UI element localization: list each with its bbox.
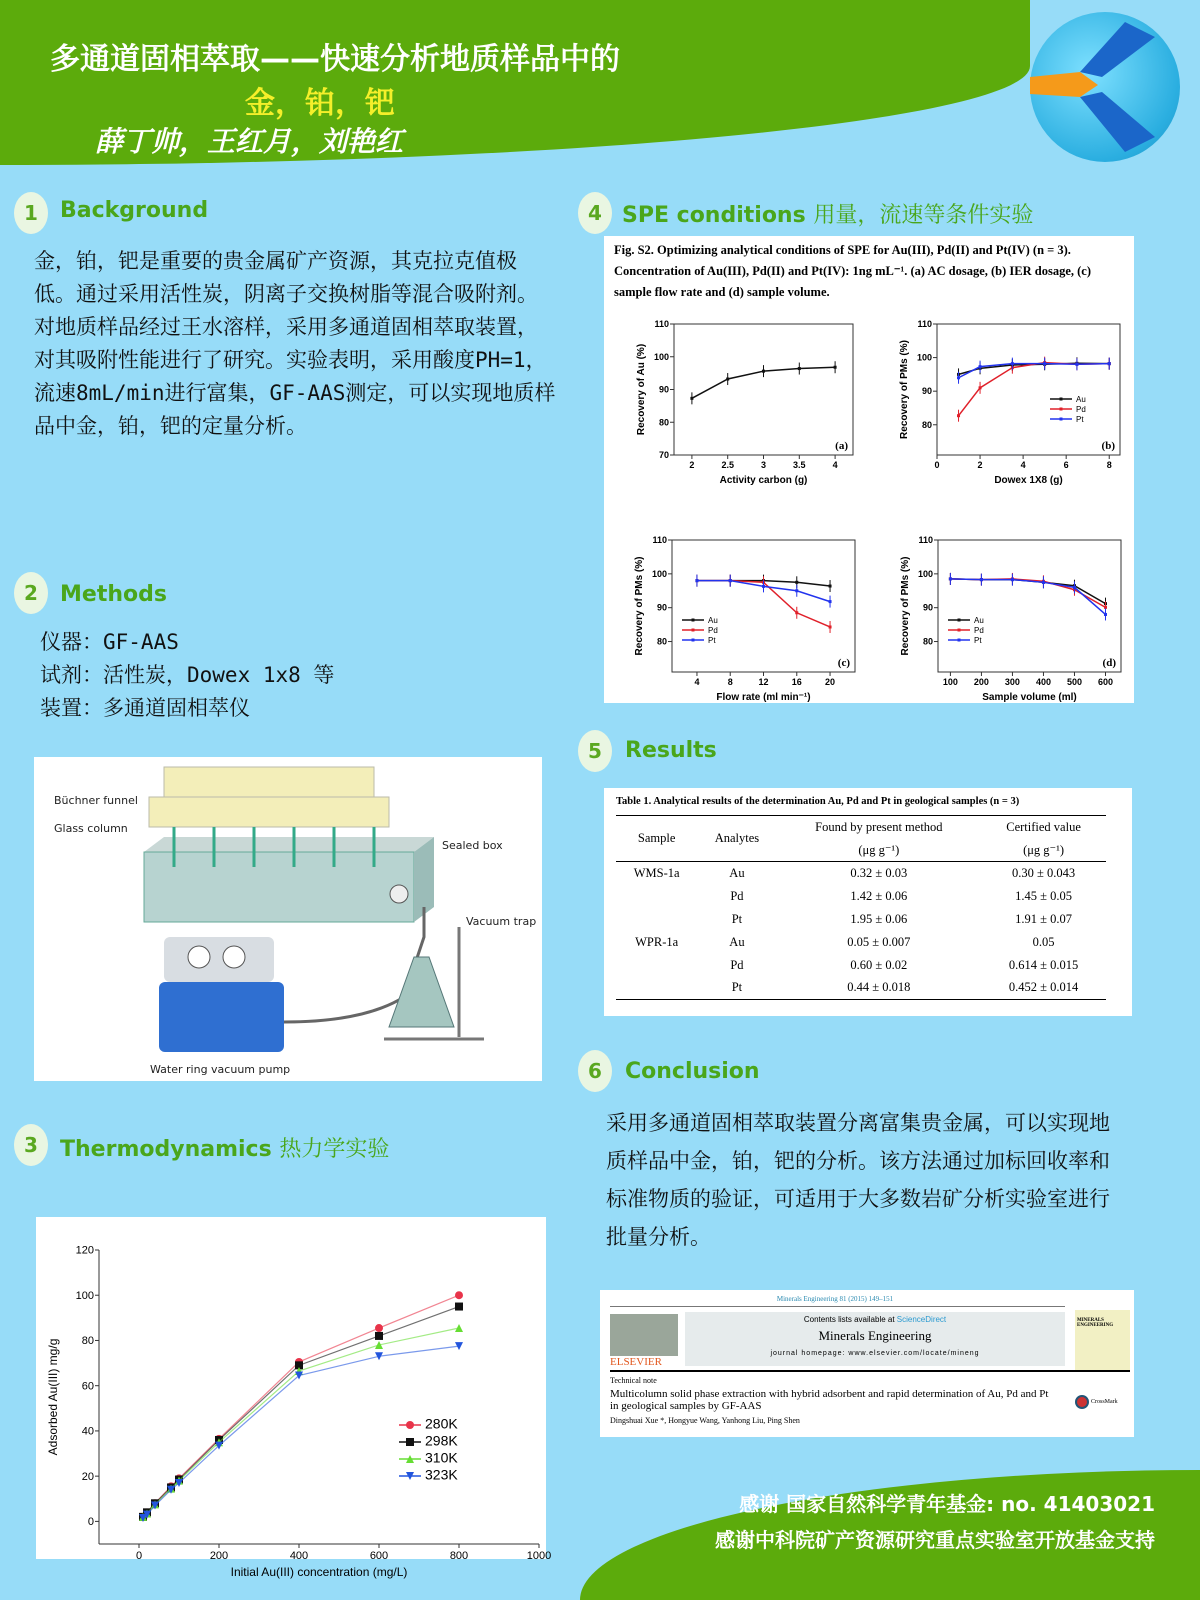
- section-title-conclusion: Conclusion: [625, 1059, 760, 1084]
- section-title-thermodynamics: [60, 1132, 389, 1163]
- label-buchner-funnel: Büchner funnel: [54, 794, 138, 807]
- data-point: [726, 378, 729, 381]
- x-tick-label: 2.5: [721, 460, 734, 470]
- table-cell: 0.614 ± 0.015: [1008, 957, 1079, 972]
- data-point: [762, 370, 765, 373]
- legend-label: Pd: [708, 626, 718, 635]
- legend-label: Pd: [974, 626, 984, 635]
- x-tick-label: 200: [973, 677, 989, 687]
- col-found: Found by present method: [815, 819, 943, 834]
- data-point: [829, 585, 832, 588]
- section-title-spe: [622, 198, 1033, 229]
- label-glass-column: Glass column: [54, 822, 128, 835]
- x-axis-label: Activity carbon (g): [719, 475, 808, 486]
- x-tick-label: 6: [1063, 460, 1069, 470]
- table-cell: [616, 908, 697, 931]
- data-point: [979, 365, 982, 368]
- y-tick-label: 110: [652, 535, 667, 545]
- data-point: [1075, 363, 1078, 366]
- x-tick-label: 8: [1106, 460, 1112, 470]
- data-point: [695, 579, 698, 582]
- table-cell: [616, 977, 697, 1000]
- paper-header: [600, 1290, 1134, 1437]
- y-axis-label: Recovery of Au (%): [636, 343, 647, 436]
- x-axis-label: Initial Au(III) concentration (mg/L): [230, 1565, 408, 1579]
- poster-title-elements: 金，铂，钯: [245, 86, 395, 121]
- data-point: [1108, 362, 1111, 365]
- x-tick-label: 4: [832, 460, 838, 470]
- background-text: 金，铂，钯是重要的贵金属矿产资源，其克拉克值极低。通过采用活性炭，阴离子交换树脂等混合吸附剂。对地质样品经过王水溶样，采用多通道固相萃取装置，对其吸附性能进行了研究。实验表明，采用酸度PH=1，流速8mL/min进行富集，GF-AAS测定，可以实现地质样品中金，铂，钯的定量分析。: [34, 249, 556, 438]
- y-tick-label: 0: [87, 1516, 94, 1529]
- x-tick-label: 16: [791, 677, 802, 687]
- data-point: [1060, 418, 1063, 421]
- y-tick-label: 70: [658, 450, 669, 460]
- data-point: [829, 600, 832, 603]
- table-cell: Au: [729, 865, 745, 880]
- section-number-badge: 4: [578, 192, 612, 234]
- y-tick-label: 110: [654, 319, 669, 329]
- y-tick-label: 20: [81, 1470, 94, 1483]
- article-authors: Dingshuai Xue *, Hongyue Wang, Yanhong Liu, Ping Shen: [610, 1416, 800, 1425]
- data-point: [980, 578, 983, 581]
- article-type: Technical note: [610, 1376, 657, 1385]
- y-tick-label: 100: [916, 352, 932, 363]
- contents-text: Contents lists available at: [803, 1315, 895, 1324]
- journal-cover: MINERALS ENGINEERING: [1075, 1310, 1130, 1370]
- logo-arrow-icon: [1030, 12, 1180, 162]
- methods-reagents: 试剂：活性炭，Dowex 1x8 等: [40, 663, 335, 687]
- journal-homepage[interactable]: journal homepage: www.elsevier.com/locate/mineng: [770, 1350, 980, 1357]
- methods-instrument: 仪器：GF-AAS: [40, 630, 179, 654]
- table-cell: Au: [729, 934, 745, 949]
- legend-label: Au: [974, 616, 984, 625]
- results-table-panel: [604, 788, 1132, 1016]
- series-line: [950, 579, 1105, 604]
- elsevier-wordmark: ELSEVIER: [610, 1356, 662, 1368]
- data-point: [1073, 586, 1076, 589]
- label-vacuum-trap: Vacuum trap: [466, 915, 537, 928]
- legend-label: Au: [708, 616, 718, 625]
- section-number-badge: 6: [578, 1050, 612, 1092]
- table-cell: 0.60 ± 0.02: [850, 957, 908, 972]
- x-tick-label: 400: [1035, 677, 1051, 687]
- unit-found: (μg g⁻¹): [858, 842, 900, 857]
- table-cell: Pd: [730, 957, 744, 972]
- x-tick-label: 3: [760, 460, 767, 470]
- series-line: [143, 1295, 459, 1517]
- series-line: [950, 579, 1105, 607]
- spe-figure-caption: Fig. S2. Optimizing analytical conditions of SPE for Au(III), Pd(II) and Pt(IV) (n = 3). Concentration of Au(III), Pd(II) and Pt(IV): 1ng mL⁻¹. (a) AC dosage, (b) IER dosage, (c) sample flow rate and (d) sample volume.: [614, 243, 1092, 299]
- table-cell: Pt: [731, 980, 743, 995]
- thermo-title-en: Thermodynamics: [60, 1137, 272, 1162]
- data-point: [1043, 362, 1046, 365]
- spe-figure: [604, 236, 1134, 703]
- spe-title-en: SPE conditions: [622, 203, 806, 228]
- results-table: [616, 815, 1106, 1000]
- col-analytes: Analytes: [714, 831, 760, 845]
- table-row: [616, 862, 1106, 885]
- data-point: [1104, 613, 1107, 616]
- y-tick-label: 90: [922, 602, 933, 613]
- section-title-methods: Methods: [60, 582, 167, 607]
- thermo-chart-svg: [36, 1217, 552, 1579]
- x-tick-label: 600: [1097, 677, 1114, 687]
- y-tick-label: 60: [81, 1380, 94, 1393]
- y-tick-label: 100: [651, 568, 667, 579]
- table-cell: 0.05 ± 0.007: [847, 934, 911, 949]
- section-number-badge: 1: [14, 192, 48, 234]
- panel-label: (b): [1101, 440, 1115, 452]
- legend-label: Pt: [1076, 415, 1084, 424]
- table-row: [616, 908, 1106, 931]
- x-tick-label: 12: [758, 677, 769, 687]
- table-cell: 1.95 ± 0.06: [850, 911, 908, 926]
- x-tick-label: 4: [1020, 460, 1026, 470]
- plot-frame: [674, 324, 853, 455]
- table-cell: 0.44 ± 0.018: [847, 980, 911, 995]
- y-tick-label: 40: [81, 1425, 94, 1438]
- y-tick-label: 90: [658, 384, 669, 395]
- y-tick-label: 110: [918, 535, 933, 545]
- data-point: [834, 366, 837, 369]
- y-tick-label: 100: [75, 1289, 94, 1302]
- methods-apparatus: 装置：多通道固相萃仪: [40, 696, 250, 720]
- legend-label: Pt: [708, 636, 716, 645]
- table-row: [616, 885, 1106, 908]
- x-tick-label: 8: [727, 677, 733, 687]
- y-tick-label: 80: [656, 636, 667, 647]
- spe-charts-svg: [604, 236, 1134, 703]
- sciencedirect-link[interactable]: ScienceDirect: [896, 1315, 947, 1324]
- y-axis-label: Recovery of PMs (%): [634, 556, 645, 656]
- y-tick-label: 90: [656, 602, 667, 613]
- legend-label: 298K: [425, 1432, 458, 1449]
- journal-banner: [685, 1312, 1065, 1366]
- data-point: [1042, 581, 1045, 584]
- poster-authors: 薛丁帅，王红月，刘艳红: [95, 125, 404, 158]
- table-cell: 0.32 ± 0.03: [850, 865, 908, 880]
- data-point: [762, 585, 765, 588]
- legend-label: Au: [1076, 395, 1086, 404]
- data-point: [1060, 398, 1063, 401]
- x-tick-label: 0: [135, 1550, 143, 1562]
- legend-label: Pt: [974, 636, 982, 645]
- data-point: [1104, 606, 1107, 609]
- apparatus-diagram: [34, 757, 542, 1081]
- x-tick-label: 4: [694, 677, 700, 687]
- table-caption: Table 1. Analytical results of the determination Au, Pd and Pt in geological samples (n = 3): [616, 796, 1020, 807]
- table-cell: 1.45 ± 0.05: [1015, 888, 1072, 903]
- legend-label: Pd: [1076, 405, 1086, 414]
- journal-ref: Minerals Engineering 81 (2015) 149–151: [776, 1295, 894, 1303]
- contents-line: [685, 1315, 1065, 1324]
- data-point: [729, 579, 732, 582]
- data-point: [949, 577, 952, 580]
- data-point: [795, 581, 798, 584]
- x-axis-label: Sample volume (ml): [982, 692, 1077, 703]
- data-point: [692, 639, 695, 642]
- plot-frame: [938, 540, 1121, 672]
- x-tick-label: 200: [209, 1550, 229, 1562]
- table-cell: [616, 885, 697, 908]
- y-tick-label: 110: [917, 319, 932, 329]
- col-sample: Sample: [637, 831, 676, 845]
- x-tick-label: 800: [449, 1550, 469, 1562]
- y-axis-label: Recovery of PMs (%): [899, 340, 910, 439]
- x-tick-label: 1000: [526, 1550, 552, 1562]
- data-point: [957, 376, 960, 379]
- y-tick-label: 80: [922, 636, 933, 647]
- label-sealed-box: Sealed box: [442, 839, 503, 852]
- panel-label: (c): [837, 657, 850, 669]
- legend-label: 323K: [425, 1466, 458, 1483]
- x-tick-label: 0: [934, 460, 940, 470]
- logo: [1030, 12, 1180, 162]
- table-cell: 0.30 ± 0.043: [1012, 865, 1076, 880]
- data-point: [690, 397, 693, 400]
- data-point: [406, 1421, 414, 1429]
- data-point: [958, 619, 961, 622]
- acknowledgement-nsfc: 感谢 国家自然科学青年基金: no. 41403021: [739, 1492, 1155, 1516]
- data-point: [958, 639, 961, 642]
- table-row: [616, 931, 1106, 954]
- acknowledgement-cas: 感谢中科院矿产资源研究重点实验室开放基金支持: [715, 1528, 1155, 1552]
- x-tick-label: 2: [689, 460, 695, 470]
- table-cell: WMS-1a: [633, 865, 680, 880]
- data-point: [829, 625, 832, 628]
- y-axis-label: Recovery of PMs (%): [900, 556, 911, 656]
- table-row: [616, 954, 1106, 977]
- table-cell: [616, 954, 697, 977]
- data-point: [958, 629, 961, 632]
- data-point: [795, 611, 798, 614]
- data-point: [795, 589, 798, 592]
- data-point: [979, 386, 982, 389]
- data-point: [798, 367, 801, 370]
- elsevier-tree-logo: [610, 1314, 678, 1356]
- thermo-title-cn: 热力学实验: [279, 1137, 390, 1162]
- y-axis-label: Adsorbed Au(III) mg/g: [46, 1338, 60, 1456]
- section-title-background: Background: [60, 198, 209, 223]
- plot-frame: [672, 540, 855, 672]
- plot-frame: [937, 324, 1120, 455]
- x-tick-label: 100: [942, 677, 958, 687]
- methods-list: [40, 626, 334, 725]
- section-number-badge: 5: [578, 730, 612, 772]
- data-point: [1011, 362, 1014, 365]
- thermo-chart: [36, 1217, 552, 1579]
- table-cell: Pt: [731, 911, 743, 926]
- table-cell: 1.91 ± 0.07: [1015, 911, 1072, 926]
- crossmark-label: CrossMark: [1091, 1399, 1118, 1405]
- x-tick-label: 3.5: [793, 460, 806, 470]
- legend-label: 280K: [425, 1415, 458, 1432]
- y-tick-label: 80: [81, 1335, 94, 1348]
- poster-title: 多通道固相萃取——快速分析地质样品中的: [50, 42, 620, 77]
- data-point: [692, 629, 695, 632]
- x-axis-label: Dowex 1X8 (g): [994, 475, 1063, 486]
- x-tick-label: 300: [1004, 677, 1020, 687]
- x-axis-label: Flow rate (ml min⁻¹): [716, 692, 811, 703]
- y-tick-label: 100: [653, 351, 669, 362]
- data-point: [455, 1303, 463, 1311]
- article-title: Multicolumn solid phase extraction with hybrid adsorbent and rapid determination of Au, Pd and Pt in geological samples by GF-AAS: [610, 1388, 1049, 1412]
- journal-name: Minerals Engineering: [818, 1328, 932, 1343]
- y-tick-label: 120: [75, 1244, 94, 1257]
- label-water-ring-pump: Water ring vacuum pump: [150, 1063, 291, 1076]
- x-tick-label: 400: [289, 1550, 309, 1562]
- data-point: [1060, 408, 1063, 411]
- section-number-badge: 3: [14, 1124, 48, 1166]
- table-cell: 0.452 ± 0.014: [1008, 980, 1079, 995]
- x-tick-label: 20: [825, 677, 836, 687]
- legend-label: 310K: [425, 1449, 458, 1466]
- unit-certified: (μg g⁻¹): [1023, 842, 1065, 857]
- data-point: [692, 619, 695, 622]
- spe-title-cn: 用量，流速等条件实验: [813, 203, 1034, 228]
- x-tick-label: 600: [369, 1550, 389, 1562]
- x-tick-label: 2: [977, 460, 983, 470]
- section-title-results: Results: [625, 738, 717, 763]
- y-tick-label: 100: [917, 568, 933, 579]
- panel-label: (d): [1102, 657, 1116, 669]
- data-point: [455, 1291, 463, 1299]
- panel-label: (a): [835, 440, 848, 452]
- x-tick-label: 500: [1066, 677, 1082, 687]
- table-cell: Pd: [730, 888, 744, 903]
- table-row: [616, 977, 1106, 1000]
- data-point: [375, 1332, 383, 1340]
- crossmark-badge[interactable]: [1075, 1395, 1118, 1409]
- y-tick-label: 90: [921, 386, 932, 397]
- series-line: [950, 579, 1105, 615]
- data-point: [957, 414, 960, 417]
- crossmark-icon: [1075, 1395, 1089, 1409]
- data-point: [375, 1324, 383, 1332]
- table-cell: 0.05: [1032, 934, 1055, 949]
- table-cell: WPR-1a: [635, 934, 679, 949]
- table-cell: 1.42 ± 0.06: [850, 888, 908, 903]
- y-tick-label: 80: [921, 419, 932, 430]
- data-point: [406, 1438, 414, 1446]
- conclusion-text: 采用多通道固相萃取装置分离富集贵金属，可以实现地质样品中金，铂，钯的分析。该方法通过加标回收率和标准物质的验证，可适用于大多数岩矿分析实验室进行批量分析。: [606, 1111, 1110, 1249]
- section-number-badge: 2: [14, 572, 48, 614]
- data-point: [1011, 578, 1014, 581]
- col-certified: Certified value: [1006, 819, 1081, 834]
- y-tick-label: 80: [658, 417, 669, 428]
